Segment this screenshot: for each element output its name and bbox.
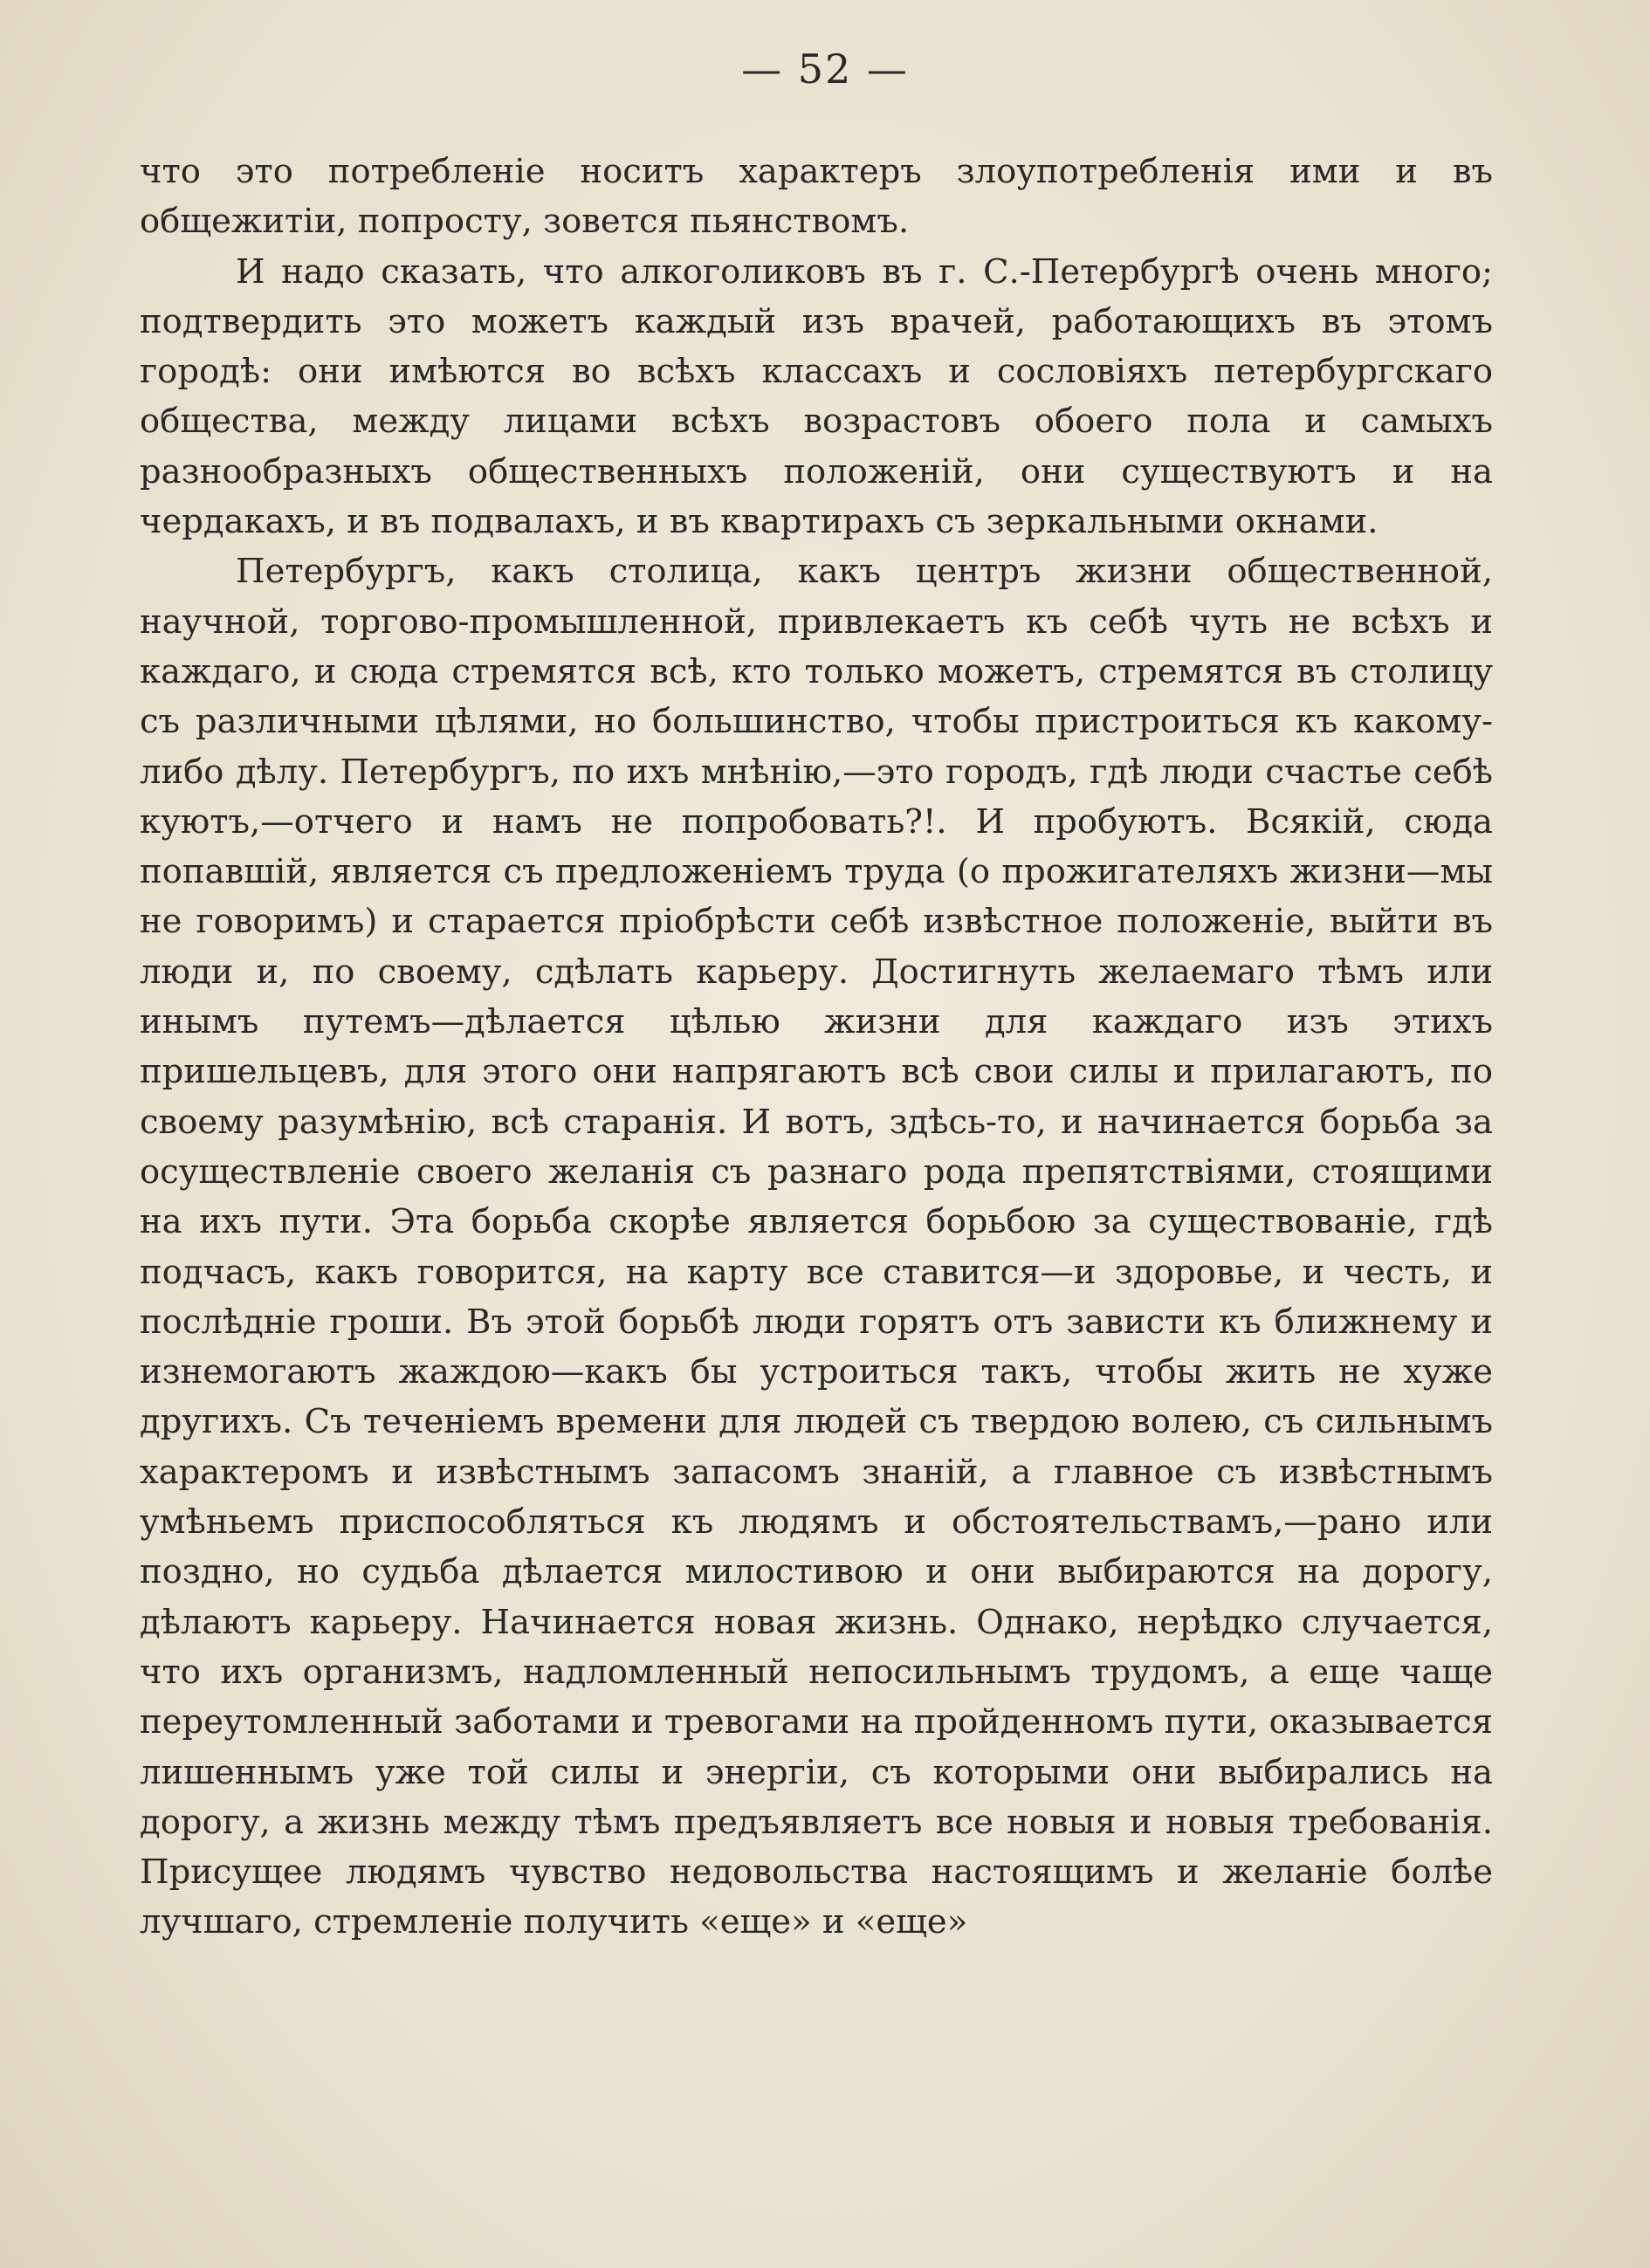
paragraph-petersburg: Петербургъ, какъ столица, какъ центръ жизни общественной, научной, торгово-промышленной, привлекаетъ къ себѣ чуть не всѣхъ и каждаго, и сюда стремятся всѣ, кто только можетъ, стремятся въ столицу съ различными цѣлями, но большинство, чтобы пристроиться къ какому-либо дѣлу. Петербургъ, по ихъ мнѣнію,—это городъ, гдѣ люди счастье себѣ куютъ,—отчего и намъ не попробовать?!. И пробуютъ. Всякій, сюда попавшій, является съ предложеніемъ труда (о прожигателяхъ жизни—мы не говоримъ) и старается пріобрѣсти себѣ извѣстное положеніе, выйти въ люди и, по своему, сдѣлать карьеру. Достигнуть желаемаго тѣмъ или инымъ путемъ—дѣлается цѣлью жизни для каждаго изъ этихъ пришельцевъ, для этого они напрягаютъ всѣ свои силы и прилагаютъ, по своему разумѣнію, всѣ старанія. И вотъ, здѣсь-то, и начинается борьба за осуществленіе своего желанія съ разнаго рода препятствіями, стоящими на ихъ пути. Эта борьба скорѣе является борьбою за существованіе, гдѣ подчасъ, какъ говорится, на карту все ставится—и здоровье, и честь, и послѣдніе гроши. Въ этой борьбѣ люди горятъ отъ зависти къ ближнему и изнемогаютъ жаждою—какъ бы устроиться такъ, чтобы жить не хуже другихъ. Съ теченіемъ времени для людей съ твердою волею, съ сильнымъ характеромъ и извѣстнымъ запасомъ знаній, а главное съ извѣстнымъ умѣньемъ приспособляться къ людямъ и обстоятельствамъ,—рано или поздно, но судьба дѣлается милостивою и они выбираются на дорогу, дѣлаютъ карьеру. Начинается новая жизнь. Однако, нерѣдко случается, что ихъ организмъ, надломленный непосильнымъ трудомъ, а еще чаще переутомленный заботами и тревогами на пройденномъ пути, оказывается лишеннымъ уже той силы и энергіи, съ которыми они выбирались на дорогу, а жизнь между тѣмъ предъявляетъ все новыя и новыя требованія. Присущее людямъ чувство недовольства настоящимъ и желаніе болѣе лучшаго, стремленіе получить «еще» и «еще»: [140, 552, 1493, 1942]
paragraph-continuation: что это потребленіе носитъ характеръ злоупотребленія ими и въ общежитіи, попросту, зовется пьянствомъ.: [140, 152, 1493, 242]
text-body: [140, 147, 1493, 1948]
page-number: — 52 —: [741, 45, 909, 93]
paragraph-alcoholics: И надо сказать, что алкоголиковъ въ г. С.-Петербургѣ очень много; подтвердить это можетъ каждый изъ врачей, работающихъ въ этомъ городѣ: они имѣются во всѣхъ классахъ и сословіяхъ петербургскаго общества, между лицами всѣхъ возрастовъ обоего пола и самыхъ разнообразныхъ общественныхъ положеній, они существуютъ и на чердакахъ, и въ подвалахъ, и въ квартирахъ съ зеркальными окнами.: [140, 251, 1493, 542]
